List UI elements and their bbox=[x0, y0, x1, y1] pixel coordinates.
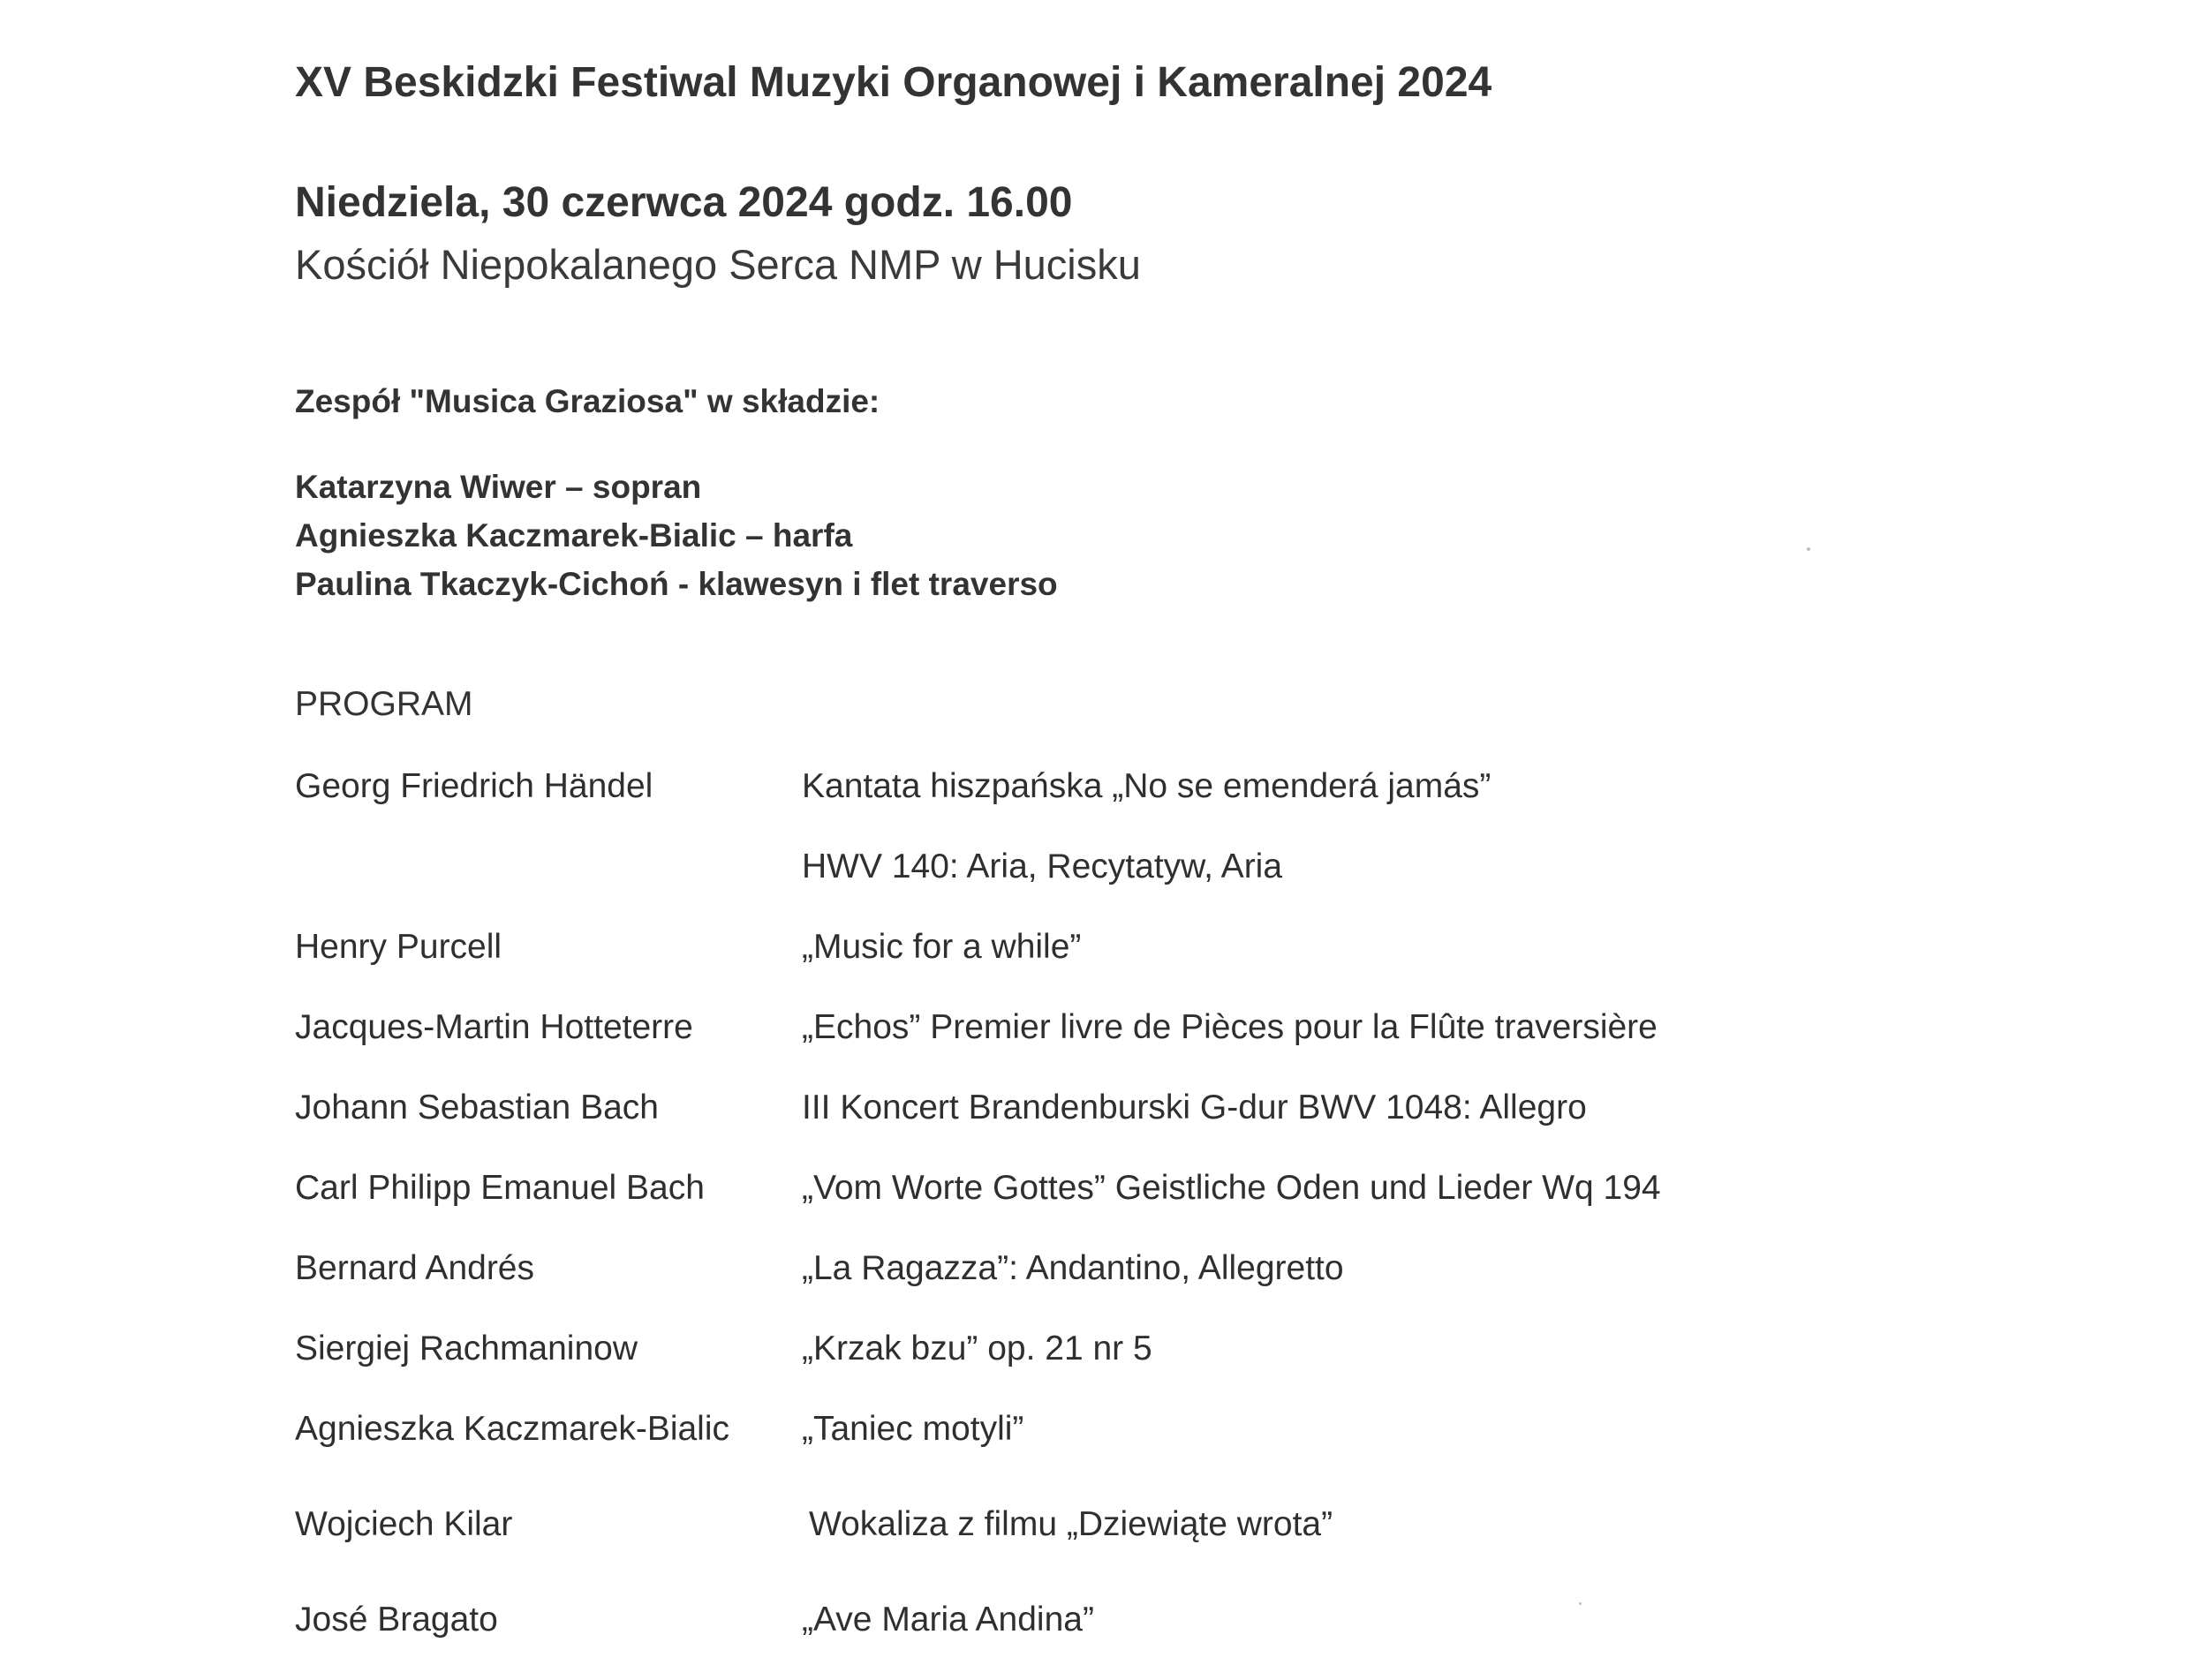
festival-title: XV Beskidzki Festiwal Muzyki Organowej i Kameralnej 2024 bbox=[295, 59, 1492, 106]
work-title: „Taniec motyli” bbox=[802, 1410, 1024, 1448]
work-title: „Music for a while” bbox=[802, 928, 1082, 966]
program-row bbox=[295, 1089, 1796, 1133]
program-row bbox=[295, 928, 1796, 972]
composer-name: Henry Purcell bbox=[295, 928, 502, 966]
program-row bbox=[295, 1601, 1796, 1645]
program-row bbox=[295, 1330, 1796, 1374]
program-row bbox=[295, 1505, 1796, 1549]
concert-venue: Kościół Niepokalanego Serca NMP w Hucisku bbox=[295, 241, 1141, 288]
program-row bbox=[295, 1410, 1796, 1454]
work-title: III Koncert Brandenburski G-dur BWV 1048: Allegro bbox=[802, 1089, 1587, 1126]
concert-date-time: Niedziela, 30 czerwca 2024 godz. 16.00 bbox=[295, 179, 1073, 226]
scan-speck bbox=[1579, 1602, 1582, 1605]
program-row bbox=[295, 1249, 1796, 1293]
work-title: HWV 140: Aria, Recytatyw, Aria bbox=[802, 848, 1283, 885]
work-title: Kantata hiszpańska „No se emenderá jamás” bbox=[802, 767, 1491, 805]
program-row bbox=[295, 1008, 1796, 1052]
composer-name: Wojciech Kilar bbox=[295, 1505, 513, 1543]
program-row bbox=[295, 848, 1796, 892]
composer-name: Carl Philipp Emanuel Bach bbox=[295, 1169, 705, 1207]
work-title: „Krzak bzu” op. 21 nr 5 bbox=[802, 1330, 1152, 1367]
composer-name: Georg Friedrich Händel bbox=[295, 767, 653, 805]
work-title: Wokaliza z filmu „Dziewiąte wrota” bbox=[809, 1505, 1333, 1543]
performer-list bbox=[295, 463, 1058, 608]
composer-name: Bernard Andrés bbox=[295, 1249, 535, 1287]
ensemble-heading: Zespół "Musica Graziosa" w składzie: bbox=[295, 383, 880, 419]
work-title: „Echos” Premier livre de Pièces pour la Flûte traversière bbox=[802, 1008, 1658, 1046]
composer-name: José Bragato bbox=[295, 1601, 498, 1639]
program-row bbox=[295, 767, 1796, 811]
program-row bbox=[295, 1169, 1796, 1213]
composer-name: Siergiej Rachmaninow bbox=[295, 1330, 638, 1367]
composer-name: Agnieszka Kaczmarek-Bialic bbox=[295, 1410, 730, 1448]
composer-name: Jacques-Martin Hotteterre bbox=[295, 1008, 693, 1046]
performer-harpsichord-flute: Paulina Tkaczyk-Cichoń - klawesyn i flet traverso bbox=[295, 566, 1058, 602]
work-title: „La Ragazza”: Andantino, Allegretto bbox=[802, 1249, 1344, 1287]
performer-harp: Agnieszka Kaczmarek-Bialic – harfa bbox=[295, 517, 853, 554]
scan-speck bbox=[1807, 547, 1810, 551]
work-title: „Ave Maria Andina” bbox=[802, 1601, 1094, 1639]
program-heading: PROGRAM bbox=[295, 685, 473, 723]
performer-soprano: Katarzyna Wiwer – sopran bbox=[295, 469, 702, 505]
work-title: „Vom Worte Gottes” Geistliche Oden und Lieder Wq 194 bbox=[802, 1169, 1661, 1207]
composer-name: Johann Sebastian Bach bbox=[295, 1089, 659, 1126]
